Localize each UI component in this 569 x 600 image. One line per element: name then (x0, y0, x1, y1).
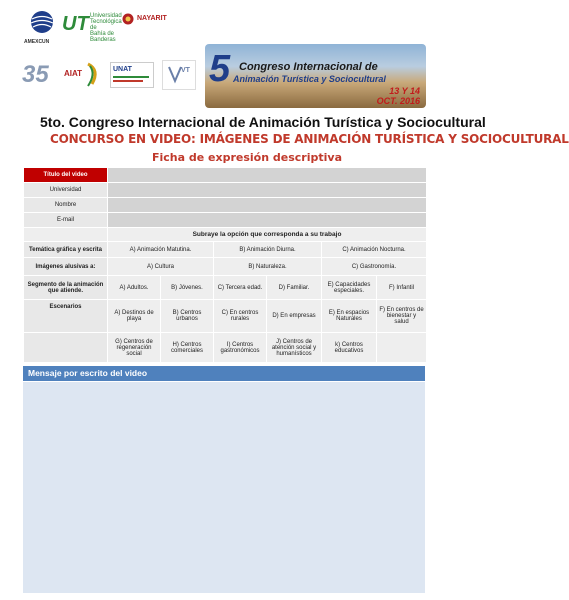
tematica-option-c[interactable]: C) Animación Nocturna. (322, 242, 427, 258)
svg-text:UT: UT (62, 13, 89, 35)
tematica-label: Temática gráfica y escrita (24, 242, 108, 258)
ut-mark-icon (62, 10, 89, 35)
segmento-option-f[interactable]: F) Infantil (377, 276, 427, 300)
tematica-option-b[interactable]: B) Animación Diurna. (214, 242, 322, 258)
university-label: Universidad (24, 183, 108, 198)
imagenes-option-c[interactable]: C) Gastronomía. (322, 258, 427, 276)
banner-line1: Congreso Internacional de (239, 61, 378, 73)
aiat-logo (62, 60, 102, 90)
logo-35 (22, 62, 54, 90)
segmento-label: Segmento de la animación que atiende. (24, 276, 108, 300)
escenarios-option-empty (377, 333, 427, 363)
segmento-option-e[interactable]: E) Capacidades especiales. (322, 276, 377, 300)
banner-date1: 13 Y 14 (389, 86, 420, 96)
segmento-option-d[interactable]: D) Familiar. (267, 276, 322, 300)
vt-logo (162, 60, 196, 90)
escenarios-option-k[interactable]: k) Centros educativos (322, 333, 377, 363)
sheet-title: Ficha de expresión descriptiva (152, 151, 342, 164)
name-label: Nombre (24, 198, 108, 213)
escenarios-label: Escenarios (24, 300, 108, 333)
escenarios-option-f[interactable]: F) En centros de bienestar y salud (377, 300, 427, 333)
ut-line1: Universidad (90, 13, 122, 19)
email-field[interactable] (108, 213, 427, 228)
vt-label: VT (181, 67, 190, 74)
contest-title: CONCURSO EN VIDEO: IMÁGENES DE ANIMACIÓN TURÍSTICA Y SOCIOCULTURAL (50, 132, 569, 146)
amexcun-label: AMEXCUN (24, 39, 50, 45)
imagenes-option-b[interactable]: B) Naturaleza. (214, 258, 322, 276)
escenarios-option-j[interactable]: J) Centros de atención social y humanísticos (267, 333, 322, 363)
escenarios-option-b[interactable]: B) Centros urbanos (161, 300, 214, 333)
instruction-text: Subraye la opción que corresponda a su trabajo (108, 228, 427, 242)
tematica-option-a[interactable]: A) Animación Matutina. (108, 242, 214, 258)
unat-logo (110, 62, 154, 88)
university-field[interactable] (108, 183, 427, 198)
escenarios-option-c[interactable]: C) En centros rurales (214, 300, 267, 333)
escenarios-option-d[interactable]: D) En empresas (267, 300, 322, 333)
banner-number: 5 (209, 48, 231, 90)
segmento-option-c[interactable]: C) Tercera edad. (214, 276, 267, 300)
escenarios-option-e[interactable]: E) En espacios Naturales (322, 300, 377, 333)
escenarios-option-g[interactable]: G) Centros de regeneración social (108, 333, 161, 363)
logo-35-number: 35 (22, 61, 49, 88)
amexcun-logo (24, 10, 60, 45)
message-section-title: Mensaje por escrito del video (23, 366, 425, 381)
globe-icon (24, 10, 60, 34)
banner-date2: OCT. 2016 (376, 96, 420, 106)
message-textarea[interactable] (23, 382, 425, 593)
banner-line2: Animación Turística y Sociocultural (233, 74, 386, 84)
video-title-field[interactable] (108, 168, 427, 183)
entry-form (23, 167, 427, 363)
ut-line2: Tecnológica de (90, 19, 122, 31)
congress-banner (205, 44, 426, 108)
escenarios-option-i[interactable]: I) Centros gastronómicos (214, 333, 267, 363)
aiat-label: AIAT (64, 69, 83, 78)
escenarios-option-a[interactable]: A) Destinos de playa (108, 300, 161, 333)
email-label: E-mail (24, 213, 108, 228)
imagenes-label: Imágenes alusivas a: (24, 258, 108, 276)
unat-label: UNAT (113, 66, 132, 73)
nayarit-logo (122, 13, 172, 31)
nayarit-label: NAYARIT (137, 15, 167, 22)
imagenes-option-a[interactable]: A) Cultura (108, 258, 214, 276)
segmento-option-a[interactable]: A) Adultos. (108, 276, 161, 300)
segmento-option-b[interactable]: B) Jóvenes. (161, 276, 214, 300)
ut-logo (62, 10, 122, 43)
seal-icon (122, 13, 134, 25)
page-title: 5to. Congreso Internacional de Animación Turística y Sociocultural (40, 114, 486, 130)
vt-mark-icon (163, 61, 193, 87)
ut-line3: Bahía de Banderas (90, 31, 116, 43)
video-title-label: Título del video (24, 168, 108, 183)
name-field[interactable] (108, 198, 427, 213)
escenarios-option-h[interactable]: H) Centros comerciales (161, 333, 214, 363)
